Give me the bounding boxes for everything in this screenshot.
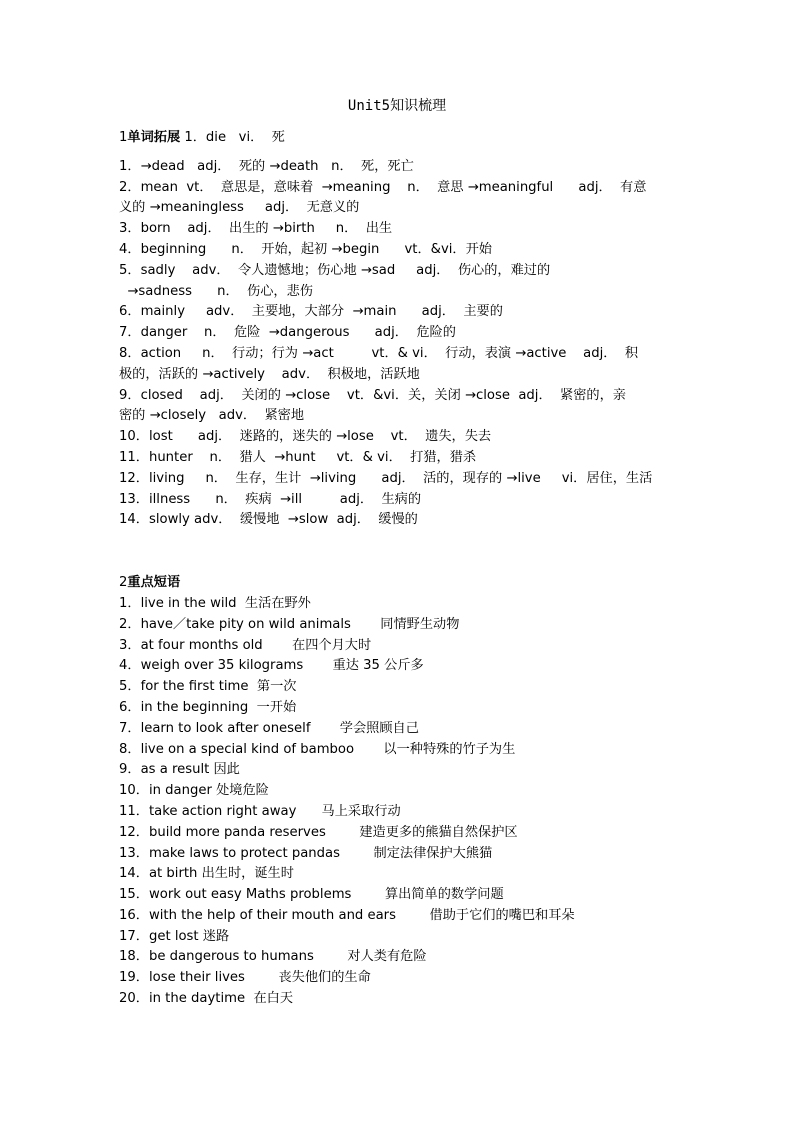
list-item: →sadness n． 伤心，悲伤 (119, 283, 313, 299)
list-item: 8．live on a special kind of bamboo 以一种特殊的竹子为生 (119, 741, 516, 757)
list-item: 1．→dead adj． 死的 →death n． 死，死亡 (119, 158, 414, 174)
list-item: 18．be dangerous to humans 对人类有危险 (119, 949, 427, 965)
list-item: 3．at four months old 在四个月大时 (119, 637, 372, 653)
list-item: 1．live in the wild 生活在野外 (119, 595, 311, 611)
list-item: 11．take action right away 马上采取行动 (119, 803, 401, 819)
list-item: 19．lose their lives 丧失他们的生命 (119, 970, 371, 986)
list-item: 17．get lost 迷路 (119, 928, 230, 944)
section-2-heading-line (119, 573, 679, 594)
list-item: 9．closed adj． 关闭的 →close vt．&vi．关，关闭 →close adj． 紧密的，亲 (119, 387, 626, 403)
list-item: 6．in the beginning 一开始 (119, 699, 297, 715)
section-2-list (119, 594, 679, 1010)
list-item: 14．slowly adv． 缓慢地 →slow adj． 缓慢的 (119, 512, 418, 528)
list-item: 8．action n． 行动；行为 →act vt．& vi． 行动，表演 →active adj． 积 (119, 345, 639, 361)
document-body (119, 128, 679, 1010)
list-item: 7．danger n． 危险 →dangerous adj． 危险的 (119, 325, 456, 341)
list-item: 极的，活跃的 →actively adv． 积极地，活跃地 (119, 366, 420, 382)
section-2-heading: 重点短语 (127, 575, 181, 591)
list-item: 6．mainly adv． 主要地，大部分 →main adj． 主要的 (119, 304, 503, 320)
list-item: 4．weigh over 35 kilograms 重达 35 公斤多 (119, 658, 424, 674)
section-1-heading-line (119, 128, 679, 149)
list-item: 2．mean vt． 意思是，意味着 →meaning n． 意思 →meaningful adj． 有意 (119, 179, 647, 195)
list-item: 3．born adj． 出生的 →birth n． 出生 (119, 221, 393, 237)
list-item: 9．as a result 因此 (119, 762, 240, 778)
list-item: 13．make laws to protect pandas 制定法律保护大熊猫 (119, 845, 493, 861)
list-item: 4．beginning n． 开始，起初 →begin vt．&vi．开始 (119, 241, 492, 257)
list-item: 5．sadly adv． 令人遗憾地；伤心地 →sad adj． 伤心的，难过的 (119, 262, 551, 278)
list-item: 12．living n． 生存，生计 →living adj． 活的，现存的 →live vi．居住，生活 (119, 470, 653, 486)
list-item: 15．work out easy Maths problems 算出简单的数学问题 (119, 887, 504, 903)
list-item: 7．learn to look after oneself 学会照顾自己 (119, 720, 419, 736)
list-item: 14．at birth 出生时，诞生时 (119, 866, 294, 882)
list-item: 16．with the help of their mouth and ears 借助于它们的嘴巴和耳朵 (119, 907, 575, 923)
list-item: 5．for the first time 第一次 (119, 679, 297, 695)
section-1-list (119, 157, 679, 531)
list-item: 12．build more panda reserves 建造更多的熊猫自然保护区 (119, 824, 518, 840)
section-1-first-item: 1．die vi． 死 (180, 130, 285, 145)
list-item: 密的 →closely adv． 紧密地 (119, 408, 305, 424)
list-item: 20．in the daytime 在白天 (119, 991, 294, 1007)
section-1-heading: 单词拓展 (127, 130, 181, 145)
section-1-number: 1 (119, 130, 128, 145)
list-item: 10．lost adj． 迷路的，迷失的 →lose vt． 遗失，失去 (119, 429, 492, 445)
list-item: 10．in danger 处境危险 (119, 783, 269, 799)
list-item: 11．hunter n． 猎人 →hunt vt．& vi． 打猎，猎杀 (119, 449, 477, 465)
list-item: 2．have／take pity on wild animals 同情野生动物 (119, 616, 460, 632)
page-title: Unit5知识梳理 (347, 98, 447, 114)
list-item: 13．illness n． 疾病 →ill adj． 生病的 (119, 491, 422, 507)
list-item: 义的 →meaningless adj． 无意义的 (119, 200, 360, 216)
section-2-number: 2 (119, 575, 128, 591)
